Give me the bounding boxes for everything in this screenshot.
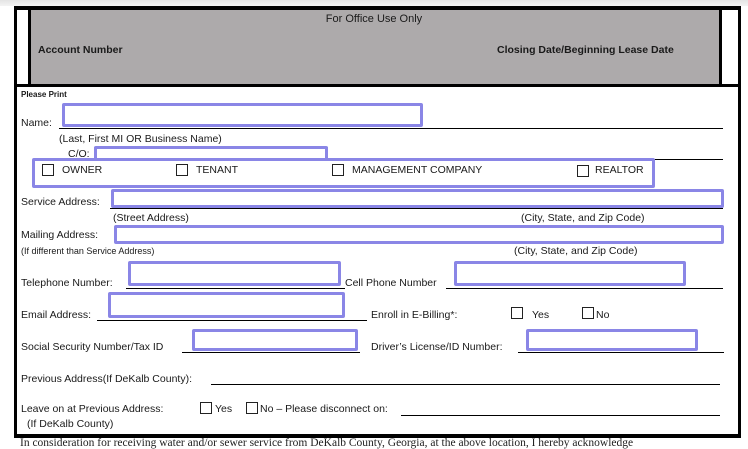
email-input[interactable] xyxy=(108,292,345,318)
ssn-label: Social Security Number/Tax ID xyxy=(21,341,164,353)
disconnect-date-input[interactable] xyxy=(401,415,720,416)
leave-on-no-checkbox[interactable] xyxy=(246,402,258,414)
ssn-input[interactable] xyxy=(192,329,358,351)
form-box-right-border xyxy=(738,87,741,438)
telephone-input[interactable] xyxy=(128,261,341,286)
service-city-hint: (City, State, and Zip Code) xyxy=(521,212,645,224)
telephone-label: Telephone Number: xyxy=(21,277,113,289)
name-label: Name: xyxy=(21,117,52,129)
footer-acknowledgement-text: In consideration for receiving water and/or sewer service from DeKalb County, Georgia, at the above location, I hereby acknowledge xyxy=(20,437,634,449)
ebilling-no-checkbox[interactable] xyxy=(582,307,594,319)
leave-on-label: Leave on at Previous Address: xyxy=(21,403,164,415)
office-box-bottom-border xyxy=(14,84,741,87)
drivers-license-label: Driver’s License/ID Number: xyxy=(371,341,503,353)
drivers-license-input[interactable] xyxy=(526,329,698,351)
co-label: C/O: xyxy=(68,148,90,160)
account-number-label: Account Number xyxy=(38,44,123,56)
leave-on-yes-label: Yes xyxy=(215,403,233,415)
management-company-checkbox[interactable] xyxy=(332,164,344,176)
leave-on-sublabel: (If DeKalb County) xyxy=(27,418,114,430)
realtor-label: REALTOR xyxy=(595,164,644,176)
service-address-label: Service Address: xyxy=(21,196,100,208)
realtor-checkbox[interactable] xyxy=(577,165,589,177)
email-label: Email Address: xyxy=(21,309,92,321)
please-print-label: Please Print xyxy=(21,90,67,99)
ebilling-yes-label: Yes xyxy=(532,309,550,321)
ebilling-no-label: No xyxy=(596,309,610,321)
cell-phone-input[interactable] xyxy=(454,261,686,286)
mailing-address-input[interactable] xyxy=(114,225,724,244)
previous-address-input[interactable] xyxy=(211,384,720,385)
tenant-label: TENANT xyxy=(196,164,238,176)
previous-address-label: Previous Address(If DeKalb County): xyxy=(21,373,192,385)
closing-date-label: Closing Date/Beginning Lease Date xyxy=(497,44,674,56)
mailing-city-hint: (City, State, and Zip Code) xyxy=(514,245,638,257)
leave-on-no-label: No – Please disconnect on: xyxy=(260,403,388,415)
telephone-underline xyxy=(126,288,345,289)
tenant-checkbox[interactable] xyxy=(176,164,188,176)
service-address-underline xyxy=(110,208,723,209)
email-underline xyxy=(97,320,367,321)
ssn-underline xyxy=(182,352,360,353)
cell-phone-label: Cell Phone Number xyxy=(345,277,437,289)
service-address-input[interactable] xyxy=(111,189,724,208)
cell-phone-underline xyxy=(446,288,723,289)
ebilling-yes-checkbox[interactable] xyxy=(511,307,523,319)
leave-on-yes-checkbox[interactable] xyxy=(200,402,212,414)
owner-label: OWNER xyxy=(62,164,103,176)
name-input[interactable] xyxy=(62,103,423,127)
form-box-left-border xyxy=(14,87,17,438)
street-address-hint: (Street Address) xyxy=(113,212,189,224)
drivers-license-underline xyxy=(518,352,724,353)
office-use-title: For Office Use Only xyxy=(325,13,423,25)
mailing-address-hint: (If different than Service Address) xyxy=(21,246,155,256)
mailing-address-label: Mailing Address: xyxy=(21,229,99,241)
ebilling-label: Enroll in E-Billing*: xyxy=(371,309,458,321)
management-company-label: MANAGEMENT COMPANY xyxy=(352,164,483,176)
owner-checkbox[interactable] xyxy=(42,164,54,176)
name-hint: (Last, First MI OR Business Name) xyxy=(59,133,222,145)
name-underline xyxy=(59,128,723,129)
